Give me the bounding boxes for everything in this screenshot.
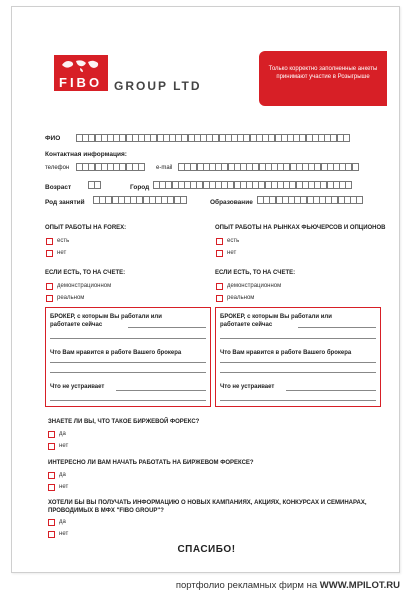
account-left-question: ЕСЛИ ЕСТЬ, ТО НА СЧЕТЕ: (45, 270, 126, 276)
occupation-label: Род занятий (45, 199, 85, 206)
broker-answer-line[interactable] (50, 338, 206, 339)
logo-mark: FIBO (59, 75, 103, 90)
q3-yes-label: да (59, 519, 66, 525)
fio-label: ФИО (45, 135, 61, 142)
q1-yes-label: да (59, 431, 66, 437)
account-right-demo-checkbox[interactable] (216, 283, 223, 290)
letter-cell[interactable] (94, 181, 101, 189)
thanks-text: СПАСИБО! (177, 544, 236, 555)
account-left-demo-checkbox[interactable] (46, 283, 53, 290)
letter-cell[interactable] (180, 196, 187, 204)
letter-cell[interactable] (356, 196, 363, 204)
q3-no-checkbox[interactable] (48, 531, 55, 538)
q3-yes-checkbox[interactable] (48, 519, 55, 526)
dislikes-question: Что не устраивает (220, 384, 275, 390)
account-right-real-checkbox[interactable] (216, 295, 223, 302)
letter-cell[interactable] (345, 181, 352, 189)
broker-answer-line[interactable] (128, 327, 206, 328)
footer-site-link[interactable]: WWW.MPILOT.RU (319, 580, 400, 591)
account-right-real-label: реальном (227, 295, 255, 301)
q1-no-checkbox[interactable] (48, 443, 55, 450)
question-interest: ИНТЕРЕСНО ЛИ ВАМ НАЧАТЬ РАБОТАТЬ НА БИРЖЕВОМ ФОРЕКСЕ? (48, 460, 254, 466)
forex-no-checkbox[interactable] (46, 250, 53, 257)
likes-answer-line[interactable] (50, 372, 206, 373)
dislikes-answer-line[interactable] (286, 390, 376, 391)
phone-label: телефон (45, 165, 70, 171)
likes-question: Что Вам нравится в работе Вашего брокера (220, 350, 352, 356)
futures-experience-question: ОПЫТ РАБОТЫ НА РЫНКАХ ФЬЮЧЕРСОВ И ОПЦИОНОВ (215, 225, 386, 231)
q1-no-label: нет (59, 443, 69, 449)
letter-cell[interactable] (343, 134, 350, 142)
email-label: e-mail (156, 165, 173, 171)
questionnaire-page (11, 6, 400, 573)
fibo-logo (54, 55, 108, 91)
broker-question: БРОКЕР, с которым Вы работали или работаете сейчас (220, 314, 332, 329)
question-exchange-forex: ЗНАЕТЕ ЛИ ВЫ, ЧТО ТАКОЕ БИРЖЕВОЙ ФОРЕКС? (48, 419, 200, 425)
question-newsletter: ХОТЕЛИ БЫ ВЫ ПОЛУЧАТЬ ИНФОРМАЦИЮ О НОВЫХ КАМПАНИЯХ, АКЦИЯХ, КОНКУРСАХ И СЕМИНАРАХ, ПРОВОДИМЫХ В МФХ "FIBO GROUP"? (48, 500, 367, 515)
account-right-demo-label: демонстрационном (227, 283, 282, 289)
likes-answer-line[interactable] (220, 362, 376, 363)
futures-yes-label: есть (227, 238, 240, 244)
broker-answer-line[interactable] (298, 327, 376, 328)
letter-cell[interactable] (352, 163, 359, 171)
education-label: Образование (210, 199, 253, 206)
broker-answer-line[interactable] (220, 338, 376, 339)
fio-field[interactable] (76, 134, 349, 142)
world-map-icon (54, 55, 108, 75)
age-field[interactable] (88, 181, 100, 189)
q2-no-checkbox[interactable] (48, 484, 55, 491)
likes-answer-line[interactable] (50, 362, 206, 363)
dislikes-answer-line[interactable] (116, 390, 206, 391)
q2-yes-checkbox[interactable] (48, 472, 55, 479)
q1-yes-checkbox[interactable] (48, 431, 55, 438)
q2-yes-label: да (59, 472, 66, 478)
futures-no-label: нет (227, 250, 237, 256)
dislikes-answer-line[interactable] (50, 400, 206, 401)
forex-yes-checkbox[interactable] (46, 238, 53, 245)
forex-no-label: нет (57, 250, 67, 256)
broker-box-left (45, 307, 211, 407)
q2-no-label: нет (59, 484, 69, 490)
education-field[interactable] (257, 196, 362, 204)
broker-question: БРОКЕР, с которым Вы работали или работаете сейчас (50, 314, 162, 329)
futures-yes-checkbox[interactable] (216, 238, 223, 245)
email-field[interactable] (178, 163, 358, 171)
dislikes-question: Что не устраивает (50, 384, 105, 390)
dislikes-answer-line[interactable] (220, 400, 376, 401)
city-field[interactable] (153, 181, 352, 189)
likes-question: Что Вам нравится в работе Вашего брокера (50, 350, 182, 356)
account-left-real-checkbox[interactable] (46, 295, 53, 302)
promo-banner: Только корректно заполненные анкеты принимают участие в Розыгрыше (259, 51, 387, 106)
account-right-question: ЕСЛИ ЕСТЬ, ТО НА СЧЕТЕ: (215, 270, 296, 276)
phone-field[interactable] (76, 163, 144, 171)
footer-caption (0, 580, 400, 591)
occupation-field[interactable] (93, 196, 186, 204)
footer-text: портфолио рекламных фирм на (175, 580, 320, 591)
age-label: Возраст (45, 184, 72, 191)
likes-answer-line[interactable] (220, 372, 376, 373)
forex-yes-label: есть (57, 238, 70, 244)
city-label: Город (130, 184, 150, 191)
account-left-demo-label: демонстрационном (57, 283, 112, 289)
contact-info-label: Контактная информация: (45, 151, 127, 158)
letter-cell[interactable] (138, 163, 145, 171)
broker-box-right (215, 307, 381, 407)
forex-experience-question: ОПЫТ РАБОТЫ НА FOREX: (45, 225, 127, 231)
futures-no-checkbox[interactable] (216, 250, 223, 257)
account-left-real-label: реальном (57, 295, 85, 301)
q3-no-label: нет (59, 531, 69, 537)
logo-name: GROUP LTD (114, 79, 202, 93)
